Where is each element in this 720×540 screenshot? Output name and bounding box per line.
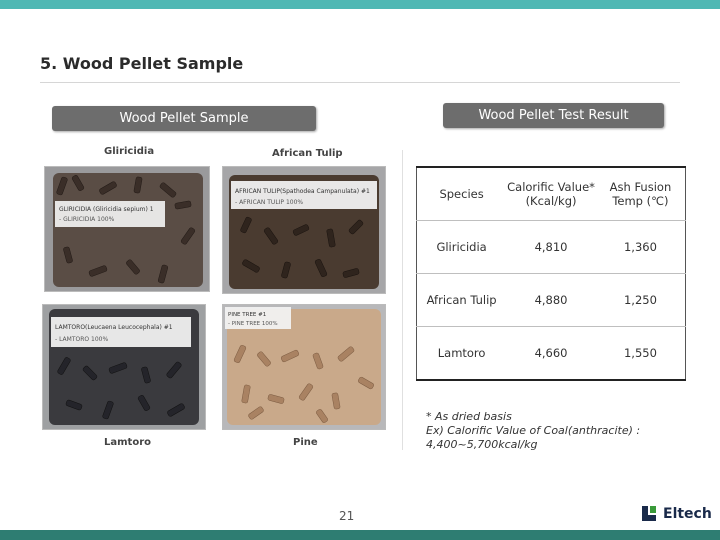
cell-species: Gliricidia bbox=[417, 221, 507, 274]
bag-label-lamtoro-2: - LAMTORO 100% bbox=[55, 336, 109, 343]
photo-lamtoro bbox=[42, 304, 206, 430]
cell-ash-fusion-temp: 1,550 bbox=[596, 327, 686, 381]
cell-species: Lamtoro bbox=[417, 327, 507, 381]
table-row bbox=[417, 327, 686, 381]
company-logo bbox=[639, 504, 712, 524]
footnote bbox=[426, 410, 676, 452]
test-result-table bbox=[416, 166, 686, 381]
bottom-accent-bar bbox=[0, 530, 720, 540]
caption-pine: Pine bbox=[293, 437, 318, 448]
caption-gliricidia: Gliricidia bbox=[104, 146, 155, 157]
cell-calorific-value: 4,880 bbox=[506, 274, 596, 327]
eltech-logo-icon bbox=[639, 504, 659, 524]
bag-label-pine-1: PINE TREE #1 bbox=[228, 312, 267, 318]
cell-ash-fusion-temp: 1,250 bbox=[596, 274, 686, 327]
title-divider bbox=[40, 82, 680, 83]
bag-label-lamtoro-1: LAMTORO(Leucaena Leucocephala) #1 bbox=[55, 324, 173, 331]
header-species: Species bbox=[417, 167, 507, 221]
bag-label-gliricidia-2: - GLIRICIDIA 100% bbox=[59, 216, 115, 223]
header-ash-fusion-temp: Ash Fusion Temp (℃) bbox=[596, 167, 686, 221]
photo-pine bbox=[222, 304, 386, 430]
table-header-row bbox=[417, 167, 686, 221]
logo-text: Eltech bbox=[663, 506, 712, 522]
footnote-basis: * As dried basis bbox=[426, 410, 512, 423]
caption-african-tulip: African Tulip bbox=[272, 148, 343, 159]
panel-divider bbox=[402, 150, 403, 450]
bag-label-pine-2: - PINE TREE 100% bbox=[228, 321, 278, 327]
bag-label-african-tulip-2: - AFRICAN TULIP 100% bbox=[235, 199, 304, 206]
cell-ash-fusion-temp: 1,360 bbox=[596, 221, 686, 274]
test-result-banner: Wood Pellet Test Result bbox=[443, 103, 664, 128]
cell-calorific-value: 4,660 bbox=[506, 327, 596, 381]
photo-gliricidia bbox=[44, 166, 210, 292]
cell-species: African Tulip bbox=[417, 274, 507, 327]
top-accent-bar bbox=[0, 0, 720, 9]
caption-lamtoro: Lamtoro bbox=[104, 437, 151, 448]
photo-african-tulip bbox=[222, 166, 386, 294]
bag-label-african-tulip-1: AFRICAN TULIP(Spathodea Campanulata) #1 bbox=[235, 188, 370, 195]
footnote-coal-reference: Ex) Calorific Value of Coal(anthracite) : 4,400~5,700kcal/kg bbox=[426, 424, 641, 451]
cell-calorific-value: 4,810 bbox=[506, 221, 596, 274]
page-number: 21 bbox=[339, 509, 355, 523]
header-calorific-value: Calorific Value* (Kcal/kg) bbox=[506, 167, 596, 221]
page-title: 5. Wood Pellet Sample bbox=[40, 54, 244, 73]
table-row bbox=[417, 221, 686, 274]
table-row bbox=[417, 274, 686, 327]
sample-banner: Wood Pellet Sample bbox=[52, 106, 316, 131]
bag-label-gliricidia-1: GLIRICIDIA (Gliricidia sepium) 1 bbox=[59, 206, 154, 213]
